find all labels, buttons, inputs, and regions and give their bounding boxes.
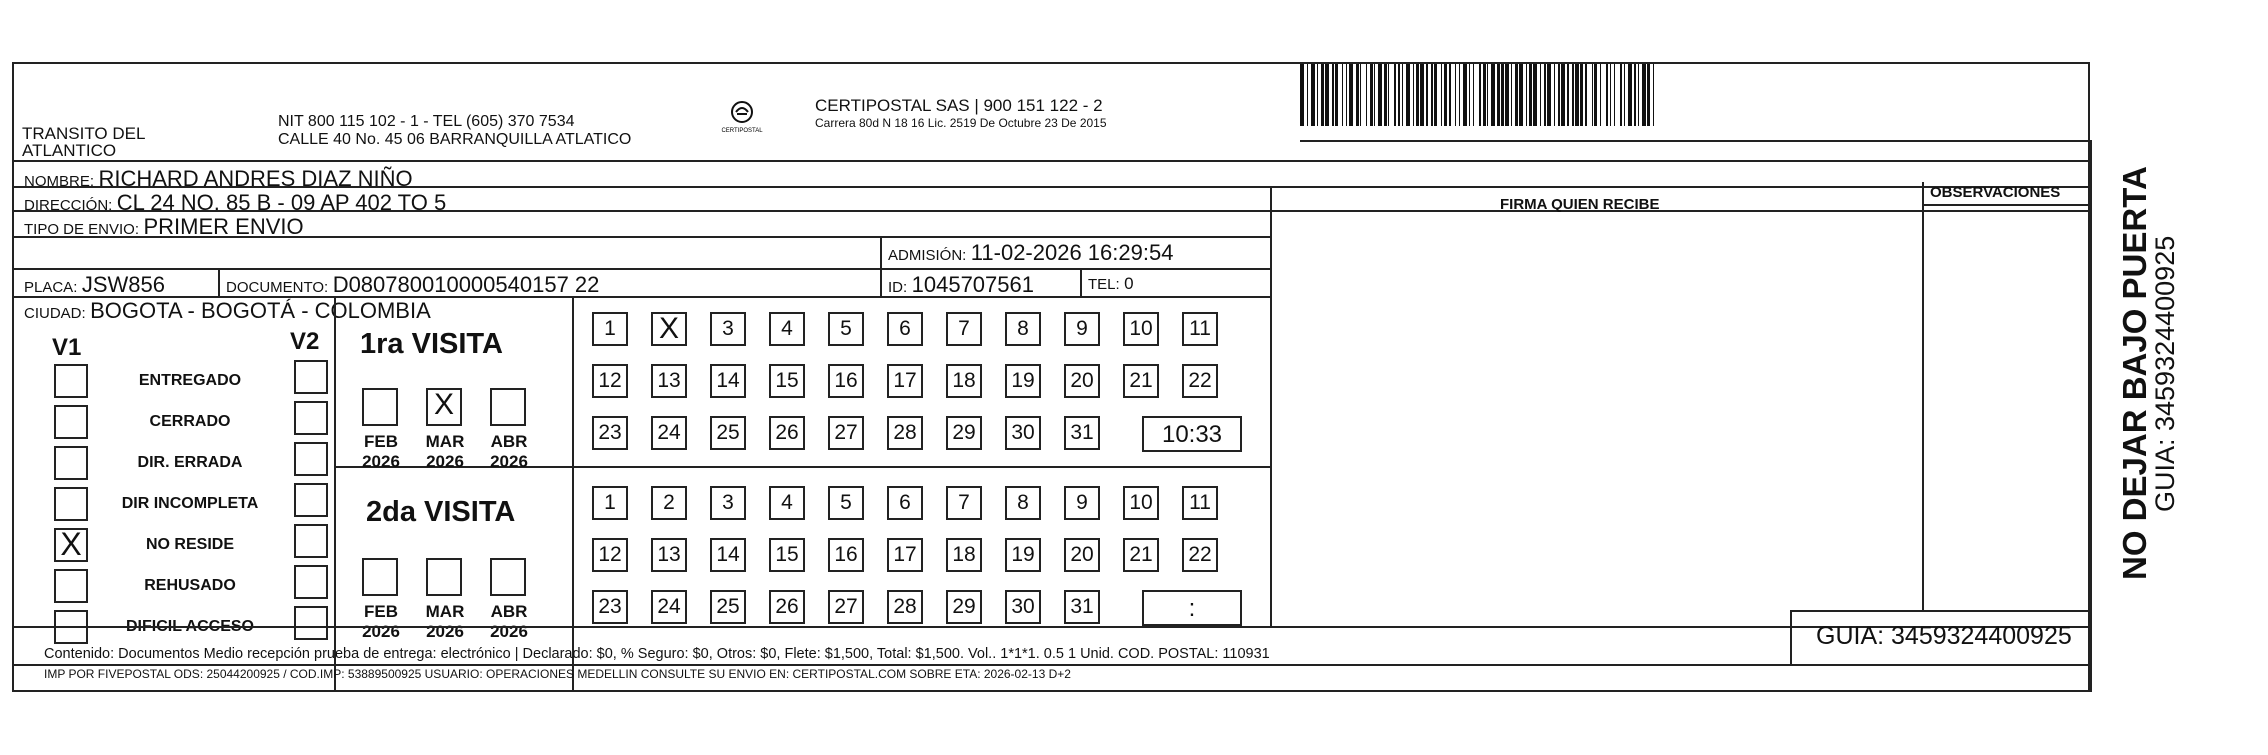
day-box[interactable]: 30 [1005, 590, 1041, 624]
signature-area[interactable] [1272, 212, 1920, 612]
day-box[interactable]: 21 [1123, 538, 1159, 572]
month-year: 2026 [362, 452, 400, 471]
direccion-label: DIRECCIÓN: [24, 197, 113, 214]
day-box[interactable]: 13 [651, 538, 687, 572]
admision-label: ADMISIÓN: [888, 247, 967, 264]
admision-row [888, 240, 1173, 266]
day-box[interactable]: 31 [1064, 416, 1100, 450]
day-box[interactable]: 29 [946, 416, 982, 450]
day-box[interactable]: 3 [710, 312, 746, 346]
observaciones-area[interactable] [1924, 206, 2088, 610]
tipo-envio-label: TIPO DE ENVIO: [24, 221, 140, 238]
tipo-envio-value: PRIMER ENVIO [143, 214, 304, 239]
month-name: FEB [364, 432, 398, 451]
carrier-address: Carrera 80d N 18 16 Lic. 2519 De Octubre 23 De 2015 [815, 116, 1107, 130]
tel-label: TEL: [1088, 276, 1120, 293]
day-box[interactable]: 10 [1123, 312, 1159, 346]
day-box[interactable]: 13 [651, 364, 687, 398]
header-divider-right [1300, 140, 2090, 142]
v1-checkbox[interactable] [54, 446, 88, 480]
month-checkbox[interactable] [362, 558, 398, 596]
status-label: ENTREGADO [138, 372, 242, 389]
right-edge [2090, 140, 2092, 692]
day-box[interactable]: 6 [887, 486, 923, 520]
direccion-row [24, 190, 446, 216]
placa-label: PLACA: [24, 279, 78, 296]
day-box[interactable]: 10 [1123, 486, 1159, 520]
day-box[interactable]: 17 [887, 538, 923, 572]
v1-label: V1 [52, 334, 82, 361]
day-box[interactable]: 16 [828, 538, 864, 572]
day-box[interactable]: 3 [710, 486, 746, 520]
month-mark: X [433, 388, 454, 421]
status-label: CERRADO [149, 413, 231, 430]
day-box[interactable]: 28 [887, 416, 923, 450]
side-warning: NO DEJAR BAJO PUERTA [2116, 166, 2153, 580]
day-box[interactable]: 12 [592, 364, 628, 398]
month-name: FEB [364, 602, 398, 621]
month-label [484, 432, 534, 472]
day-box[interactable]: 20 [1064, 364, 1100, 398]
observaciones-header: OBSERVACIONES [1930, 184, 2061, 201]
day-box[interactable]: 28 [887, 590, 923, 624]
admision-divider [880, 236, 882, 296]
direccion-value: CL 24 NO. 85 B - 09 AP 402 TO 5 [116, 190, 447, 215]
header-divider [12, 160, 2090, 162]
sender-info [278, 113, 631, 149]
day-box[interactable]: 30 [1005, 416, 1041, 450]
day-box[interactable]: 26 [769, 416, 805, 450]
month-name: ABR [490, 602, 528, 621]
day-box[interactable]: 1 [592, 486, 628, 520]
day-box[interactable]: 8 [1005, 486, 1041, 520]
v1-mark: X [60, 526, 82, 562]
day-box[interactable]: 29 [946, 590, 982, 624]
v1-checkbox[interactable] [54, 528, 88, 562]
day-box[interactable]: 26 [769, 590, 805, 624]
day-box[interactable]: 7 [946, 312, 982, 346]
placa-divider [218, 268, 220, 296]
day-box[interactable]: X [651, 312, 687, 346]
month-year: 2026 [362, 622, 400, 641]
month-name: ABR [490, 432, 528, 451]
day-box[interactable]: 11 [1182, 486, 1218, 520]
day-box[interactable]: 22 [1182, 538, 1218, 572]
carrier-name: CERTIPOSTAL SAS | 900 151 122 - 2 [815, 96, 1103, 115]
month-year: 2026 [490, 622, 528, 641]
month-label [356, 432, 406, 472]
month-name: MAR [425, 432, 465, 451]
day-box[interactable]: 17 [887, 364, 923, 398]
day-box[interactable]: 23 [592, 416, 628, 450]
status-divider [334, 296, 336, 692]
day-box[interactable]: 27 [828, 416, 864, 450]
month-checkbox[interactable] [426, 388, 462, 426]
month-year: 2026 [426, 452, 464, 471]
visit-divider [572, 296, 574, 692]
day-box[interactable]: 9 [1064, 486, 1100, 520]
tipo-envio-row [24, 214, 304, 240]
footer-imp: IMP POR FIVEPOSTAL ODS: 25044200925 / COD.IMP: 53889500925 USUARIO: OPERACIONES MEDELLIN CONSULTE SU ENVIO EN: CERTIPOSTAL.COM SOBRE ETA: 2026-02-13 D+2 [44, 667, 1071, 681]
footer-contenido: Contenido: Documentos Medio recepción prueba de entrega: electrónico | Declarado: $0, % Seguro: $0, Otros: $0, Flete: $1,500, Total: $1,500. Vol.. 1*1*1. 0.5 1 Unid. COD. POSTAL: 110931 [44, 646, 1270, 662]
placa-row [24, 272, 165, 298]
documento-row [226, 272, 599, 298]
org-name-line1: TRANSITO DEL [22, 124, 146, 143]
day-box[interactable]: 16 [828, 364, 864, 398]
guia-divider [1790, 610, 1792, 664]
barcode-bar [1654, 64, 1658, 126]
day-box[interactable]: 19 [1005, 538, 1041, 572]
day-box[interactable]: 31 [1064, 590, 1100, 624]
day-box[interactable]: 21 [1123, 364, 1159, 398]
day-box[interactable]: 7 [946, 486, 982, 520]
status-label: REHUSADO [144, 577, 236, 594]
ciudad-row [24, 298, 431, 324]
day-box[interactable]: 4 [769, 312, 805, 346]
day-box[interactable]: 14 [710, 364, 746, 398]
status-label: DIR. ERRADA [137, 454, 243, 471]
day-box[interactable]: 1 [592, 312, 628, 346]
nombre-row [24, 166, 413, 192]
day-box[interactable]: 6 [887, 312, 923, 346]
day-box[interactable]: 20 [1064, 538, 1100, 572]
day-box[interactable]: 19 [1005, 364, 1041, 398]
org-name-line2: ATLANTICO [22, 141, 117, 160]
id-label: ID: [888, 279, 908, 296]
day-box[interactable]: 5 [828, 312, 864, 346]
certipostal-logo [718, 98, 766, 138]
day-box[interactable]: 24 [651, 590, 687, 624]
visit-split [334, 466, 1270, 468]
v1-checkbox[interactable] [54, 364, 88, 398]
firma-header: FIRMA QUIEN RECIBE [1500, 196, 1660, 213]
nombre-label: NOMBRE: [24, 173, 95, 190]
svg-text:CERTIPOSTAL: CERTIPOSTAL [721, 128, 763, 134]
tel-divider [1080, 268, 1082, 296]
id-value: 1045707561 [911, 272, 1034, 297]
v1-checkbox[interactable] [54, 487, 88, 521]
v2-checkbox[interactable] [294, 483, 328, 517]
ciudad-label: CIUDAD: [24, 305, 86, 322]
day-box[interactable]: 11 [1182, 312, 1218, 346]
documento-value: D080780010000540157 22 [332, 272, 600, 297]
id-row [888, 272, 1034, 298]
tel-value: 0 [1124, 274, 1134, 293]
day-box[interactable]: 12 [592, 538, 628, 572]
day-box[interactable]: 2 [651, 486, 687, 520]
status-label: DIR INCOMPLETA [121, 495, 259, 512]
day-box[interactable]: 18 [946, 538, 982, 572]
day-box[interactable]: 23 [592, 590, 628, 624]
v2-checkbox[interactable] [294, 401, 328, 435]
day-box[interactable]: 15 [769, 364, 805, 398]
time-box[interactable]: : [1142, 590, 1242, 626]
v1-checkbox[interactable] [54, 405, 88, 439]
status-label: NO RESIDE [145, 536, 234, 553]
documento-label: DOCUMENTO: [226, 279, 329, 296]
admision-value: 11-02-2026 16:29:54 [970, 240, 1174, 265]
day-box[interactable]: 24 [651, 416, 687, 450]
day-box[interactable]: 15 [769, 538, 805, 572]
ciudad-value: BOGOTA - BOGOTÁ - COLOMBIA [90, 298, 431, 323]
month-label [420, 602, 470, 642]
side-guia: GUIA: 3459324400925 [2150, 235, 2180, 512]
v2-checkbox[interactable] [294, 524, 328, 558]
day-box[interactable]: 9 [1064, 312, 1100, 346]
time-box[interactable]: 10:33 [1142, 416, 1242, 452]
barcode [1300, 64, 1940, 126]
status-label: DIFICIL ACCESO [125, 618, 254, 635]
day-box[interactable]: 18 [946, 364, 982, 398]
sender-address: CALLE 40 No. 45 06 BARRANQUILLA ATLATICO [278, 131, 632, 148]
guia-top [1790, 610, 2090, 612]
v2-checkbox[interactable] [294, 565, 328, 599]
month-label [484, 602, 534, 642]
v2-checkbox[interactable] [294, 442, 328, 476]
footer-top [12, 626, 2090, 628]
day-box[interactable]: 5 [828, 486, 864, 520]
day-box[interactable]: 8 [1005, 312, 1041, 346]
day-box[interactable]: 25 [710, 590, 746, 624]
month-label [420, 432, 470, 472]
day-box[interactable]: 14 [710, 538, 746, 572]
footer-divider [12, 664, 2090, 666]
day-box[interactable]: 27 [828, 590, 864, 624]
v2-checkbox[interactable] [294, 360, 328, 394]
v2-checkbox[interactable] [294, 606, 328, 640]
month-checkbox[interactable] [490, 558, 526, 596]
sender-nit: NIT 800 115 102 - 1 - TEL (605) 370 7534 [278, 113, 575, 130]
month-label [356, 602, 406, 642]
v2-label: V2 [290, 328, 320, 355]
month-checkbox[interactable] [490, 388, 526, 426]
month-name: MAR [425, 602, 465, 621]
org-name [22, 125, 145, 159]
visit2-title: 2da VISITA [366, 496, 516, 528]
tel-row [1088, 274, 1134, 294]
day-box[interactable]: 22 [1182, 364, 1218, 398]
day-box[interactable]: 25 [710, 416, 746, 450]
month-checkbox[interactable] [362, 388, 398, 426]
day-box[interactable]: 4 [769, 486, 805, 520]
placa-value: JSW856 [81, 272, 165, 297]
footer-guia: GUIA: 3459324400925 [1816, 622, 2072, 650]
month-year: 2026 [490, 452, 528, 471]
nombre-value: RICHARD ANDRES DIAZ NIÑO [98, 166, 413, 191]
month-checkbox[interactable] [426, 558, 462, 596]
v1-checkbox[interactable] [54, 569, 88, 603]
month-year: 2026 [426, 622, 464, 641]
visit1-title: 1ra VISITA [360, 328, 503, 360]
